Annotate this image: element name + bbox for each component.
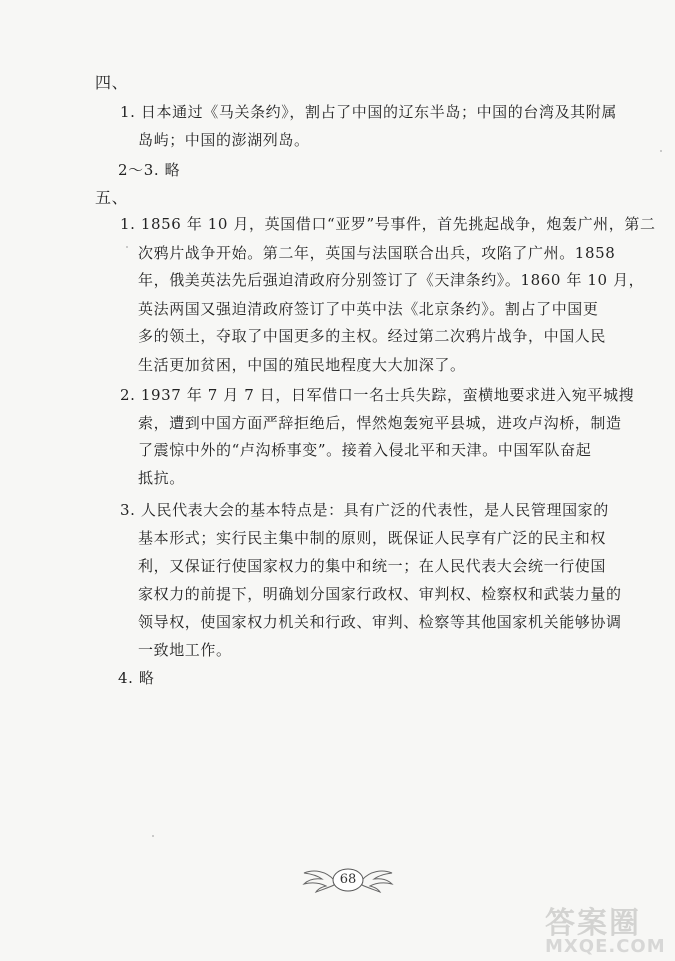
- scan-speck: [126, 246, 128, 248]
- section5-item2-line3: 了震惊中外的“卢沟桥事变”。接着入侵北平和天津。中国军队奋起: [138, 441, 592, 459]
- scan-speck: [152, 835, 154, 837]
- section5-item2-line2: 索，遭到中国方面严辞拒绝后，悍然炮轰宛平县城，进攻卢沟桥，制造: [138, 414, 622, 432]
- page-number: 68: [339, 872, 357, 887]
- section5-item3-line2: 基本形式；实行民主集中制的原则，既保证人民享有广泛的民主和权: [138, 529, 607, 547]
- section4-item1-line1: 1. 日本通过《马关条约》，割占了中国的辽东半岛；中国的台湾及其附属: [120, 103, 617, 121]
- section5-item1-line2: 次鸦片战争开始。第二年，英国与法国联合出兵，攻陷了广州。1858: [138, 244, 616, 262]
- section5-item1-line4: 英法两国又强迫清政府签订了中英中法《北京条约》。割占了中国更: [138, 300, 599, 318]
- section5-item1-line6: 生活更加贫困，中国的殖民地程度大大加深了。: [138, 356, 466, 374]
- section5-item3-line6: 一致地工作。: [138, 641, 232, 659]
- section5-item2-line4: 抵抗。: [138, 469, 185, 487]
- section5-item1-line3: 年，俄美英法先后强迫清政府分别签订了《天津条约》。1860 年 10 月，: [138, 271, 645, 289]
- section5-item4-line1: 4. 略: [118, 669, 155, 687]
- page-number-badge: [300, 865, 396, 895]
- section5-item3-line3: 利，又保证行使国家权力的集中和统一；在人民代表大会统一行使国: [138, 557, 607, 575]
- section5-item3-line5: 领导权，使国家权力机关和行政、审判、检察等其他国家机关能够协调: [138, 613, 622, 631]
- watermark-cn-text: 答案圈: [545, 906, 641, 941]
- section4-item1-line2: 岛屿；中国的澎湖列岛。: [138, 131, 310, 149]
- section4-item2-line1: 2～3. 略: [118, 161, 181, 179]
- section5-item1-line5: 多的领土，夺取了中国更多的主权。经过第二次鸦片战争，中国人民: [138, 327, 607, 345]
- section5-item2-line1: 2. 1937 年 7 月 7 日，日军借口一名士兵失踪，蛮横地要求进入宛平城搜: [120, 386, 635, 404]
- section-heading-4: 四、: [95, 73, 129, 92]
- watermark-en-text: MXQE.COM: [545, 936, 666, 957]
- section-heading-5: 五、: [95, 188, 129, 207]
- site-watermark: [545, 898, 665, 958]
- section5-item3-line1: 3. 人民代表大会的基本特点是：具有广泛的代表性，是人民管理国家的: [120, 501, 609, 519]
- section5-item3-line4: 家权力的前提下，明确划分国家行政权、审判权、检察权和武装力量的: [138, 585, 622, 603]
- scan-speck: [660, 150, 662, 152]
- section5-item1-line1: 1. 1856 年 10 月，英国借口“亚罗”号事件，首先挑起战争，炮轰广州，第二: [120, 215, 656, 233]
